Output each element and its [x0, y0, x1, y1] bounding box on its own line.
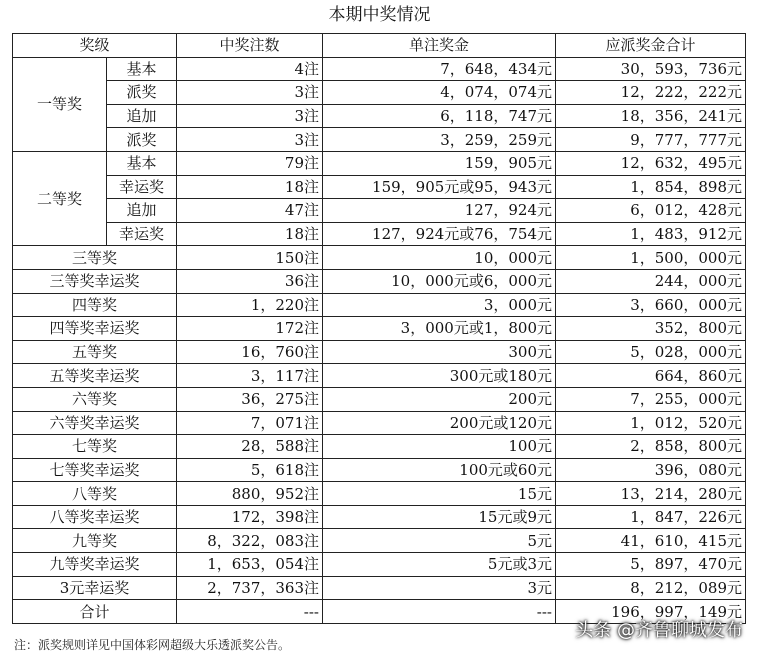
prize-level: 七等奖幸运奖 [13, 458, 177, 482]
total-unit: --- [323, 600, 556, 624]
table-row [13, 175, 746, 199]
table-row [13, 505, 746, 529]
total-prize: 1，012，520元 [556, 411, 746, 435]
prize-level: 四等奖 [13, 293, 177, 317]
unit-prize: 5元或3元 [323, 553, 556, 577]
table-row [13, 57, 746, 81]
prize-level: 九等奖 [13, 529, 177, 553]
win-count: 36注 [177, 269, 323, 293]
unit-prize: 300元 [323, 340, 556, 364]
header-prize-level: 奖级 [13, 34, 177, 58]
table-row [13, 435, 746, 459]
unit-prize: 3，259，259元 [323, 128, 556, 152]
total-prize: 5，028，000元 [556, 340, 746, 364]
unit-prize: 3元 [323, 576, 556, 600]
total-prize: 352，800元 [556, 317, 746, 341]
table-row [13, 364, 746, 388]
unit-prize: 5元 [323, 529, 556, 553]
prize-level: 三等奖幸运奖 [13, 269, 177, 293]
total-prize: 9，777，777元 [556, 128, 746, 152]
total-prize: 1，847，226元 [556, 505, 746, 529]
unit-prize: 200元或120元 [323, 411, 556, 435]
unit-prize: 100元 [323, 435, 556, 459]
win-count: 1，220注 [177, 293, 323, 317]
win-count: 150注 [177, 246, 323, 270]
table-row [13, 151, 746, 175]
unit-prize: 15元或9元 [323, 505, 556, 529]
table-row [13, 387, 746, 411]
total-prize: 5，897，470元 [556, 553, 746, 577]
sub-level: 派奖 [107, 128, 177, 152]
win-count: 28，588注 [177, 435, 323, 459]
unit-prize: 3，000元 [323, 293, 556, 317]
sub-level: 基本 [107, 151, 177, 175]
footnote: 注：派奖规则详见中国体彩网超级大乐透派奖公告。 [14, 638, 291, 652]
win-count: 18注 [177, 222, 323, 246]
table-row [13, 269, 746, 293]
total-label: 合计 [13, 600, 177, 624]
total-prize: 3，660，000元 [556, 293, 746, 317]
table-row [13, 458, 746, 482]
header-unit-prize: 单注奖金 [323, 34, 556, 58]
table-row [13, 553, 746, 577]
win-count: 36，275注 [177, 387, 323, 411]
total-prize: 12，632，495元 [556, 151, 746, 175]
prize-level: 四等奖幸运奖 [13, 317, 177, 341]
win-count: 2，737，363注 [177, 576, 323, 600]
prize-table [12, 33, 746, 624]
unit-prize: 159，905元 [323, 151, 556, 175]
total-prize: 30，593，736元 [556, 57, 746, 81]
win-count: 5，618注 [177, 458, 323, 482]
total-prize: 244，000元 [556, 269, 746, 293]
unit-prize: 10，000元或6，000元 [323, 269, 556, 293]
total-prize: 2，858，800元 [556, 435, 746, 459]
sub-level: 追加 [107, 199, 177, 223]
table-row [13, 128, 746, 152]
table-row [13, 482, 746, 506]
total-prize: 396，080元 [556, 458, 746, 482]
prize-level: 五等奖 [13, 340, 177, 364]
table-row [13, 529, 746, 553]
unit-prize: 3，000元或1，800元 [323, 317, 556, 341]
win-count: 16，760注 [177, 340, 323, 364]
sub-level: 追加 [107, 104, 177, 128]
total-prize: 13，214，280元 [556, 482, 746, 506]
table-row [13, 81, 746, 105]
win-count: 8，322，083注 [177, 529, 323, 553]
win-count: 3注 [177, 81, 323, 105]
first-prize-label: 一等奖 [13, 57, 107, 151]
win-count: 3注 [177, 104, 323, 128]
prize-level: 七等奖 [13, 435, 177, 459]
table-row [13, 317, 746, 341]
unit-prize: 15元 [323, 482, 556, 506]
sub-level: 派奖 [107, 81, 177, 105]
table-row [13, 411, 746, 435]
header-win-count: 中奖注数 [177, 34, 323, 58]
header-row [13, 34, 746, 58]
win-count: 4注 [177, 57, 323, 81]
unit-prize: 127，924元或76，754元 [323, 222, 556, 246]
table-row [13, 199, 746, 223]
total-prize: 41，610，415元 [556, 529, 746, 553]
simple-rows [13, 246, 746, 600]
total-count: --- [177, 600, 323, 624]
unit-prize: 159，905元或95，943元 [323, 175, 556, 199]
win-count: 172注 [177, 317, 323, 341]
win-count: 3注 [177, 128, 323, 152]
win-count: 47注 [177, 199, 323, 223]
prize-level: 三等奖 [13, 246, 177, 270]
total-prize: 664，860元 [556, 364, 746, 388]
total-prize: 1，483，912元 [556, 222, 746, 246]
total-prize: 1，854，898元 [556, 175, 746, 199]
win-count: 1，653，054注 [177, 553, 323, 577]
unit-prize: 100元或60元 [323, 458, 556, 482]
unit-prize: 7，648，434元 [323, 57, 556, 81]
total-prize: 8，212，089元 [556, 576, 746, 600]
win-count: 18注 [177, 175, 323, 199]
total-prize: 7，255，000元 [556, 387, 746, 411]
prize-level: 3元幸运奖 [13, 576, 177, 600]
table-row [13, 104, 746, 128]
table-row [13, 246, 746, 270]
sub-level: 幸运奖 [107, 222, 177, 246]
unit-prize: 4，074，074元 [323, 81, 556, 105]
total-prize: 12，222，222元 [556, 81, 746, 105]
prize-level: 六等奖 [13, 387, 177, 411]
header-total-prize: 应派奖金合计 [556, 34, 746, 58]
grand-total: 196，997，149元 [556, 600, 746, 624]
total-prize: 6，012，428元 [556, 199, 746, 223]
win-count: 3，117注 [177, 364, 323, 388]
unit-prize: 200元 [323, 387, 556, 411]
sub-level: 幸运奖 [107, 175, 177, 199]
table-row [13, 576, 746, 600]
win-count: 7，071注 [177, 411, 323, 435]
watermark: 头条 @齐鲁聊城发布 [575, 620, 743, 641]
total-prize: 1，500，000元 [556, 246, 746, 270]
table-row [13, 293, 746, 317]
second-prize-label: 二等奖 [13, 151, 107, 245]
prize-level: 八等奖 [13, 482, 177, 506]
table-row [13, 222, 746, 246]
prize-level: 六等奖幸运奖 [13, 411, 177, 435]
prize-level: 五等奖幸运奖 [13, 364, 177, 388]
unit-prize: 10，000元 [323, 246, 556, 270]
unit-prize: 300元或180元 [323, 364, 556, 388]
win-count: 79注 [177, 151, 323, 175]
total-prize: 18，356，241元 [556, 104, 746, 128]
win-count: 172，398注 [177, 505, 323, 529]
prize-level: 九等奖幸运奖 [13, 553, 177, 577]
unit-prize: 6，118，747元 [323, 104, 556, 128]
page-title: 本期中奖情况 [328, 5, 431, 25]
unit-prize: 127，924元 [323, 199, 556, 223]
sub-level: 基本 [107, 57, 177, 81]
win-count: 880，952注 [177, 482, 323, 506]
prize-level: 八等奖幸运奖 [13, 505, 177, 529]
table-row [13, 340, 746, 364]
